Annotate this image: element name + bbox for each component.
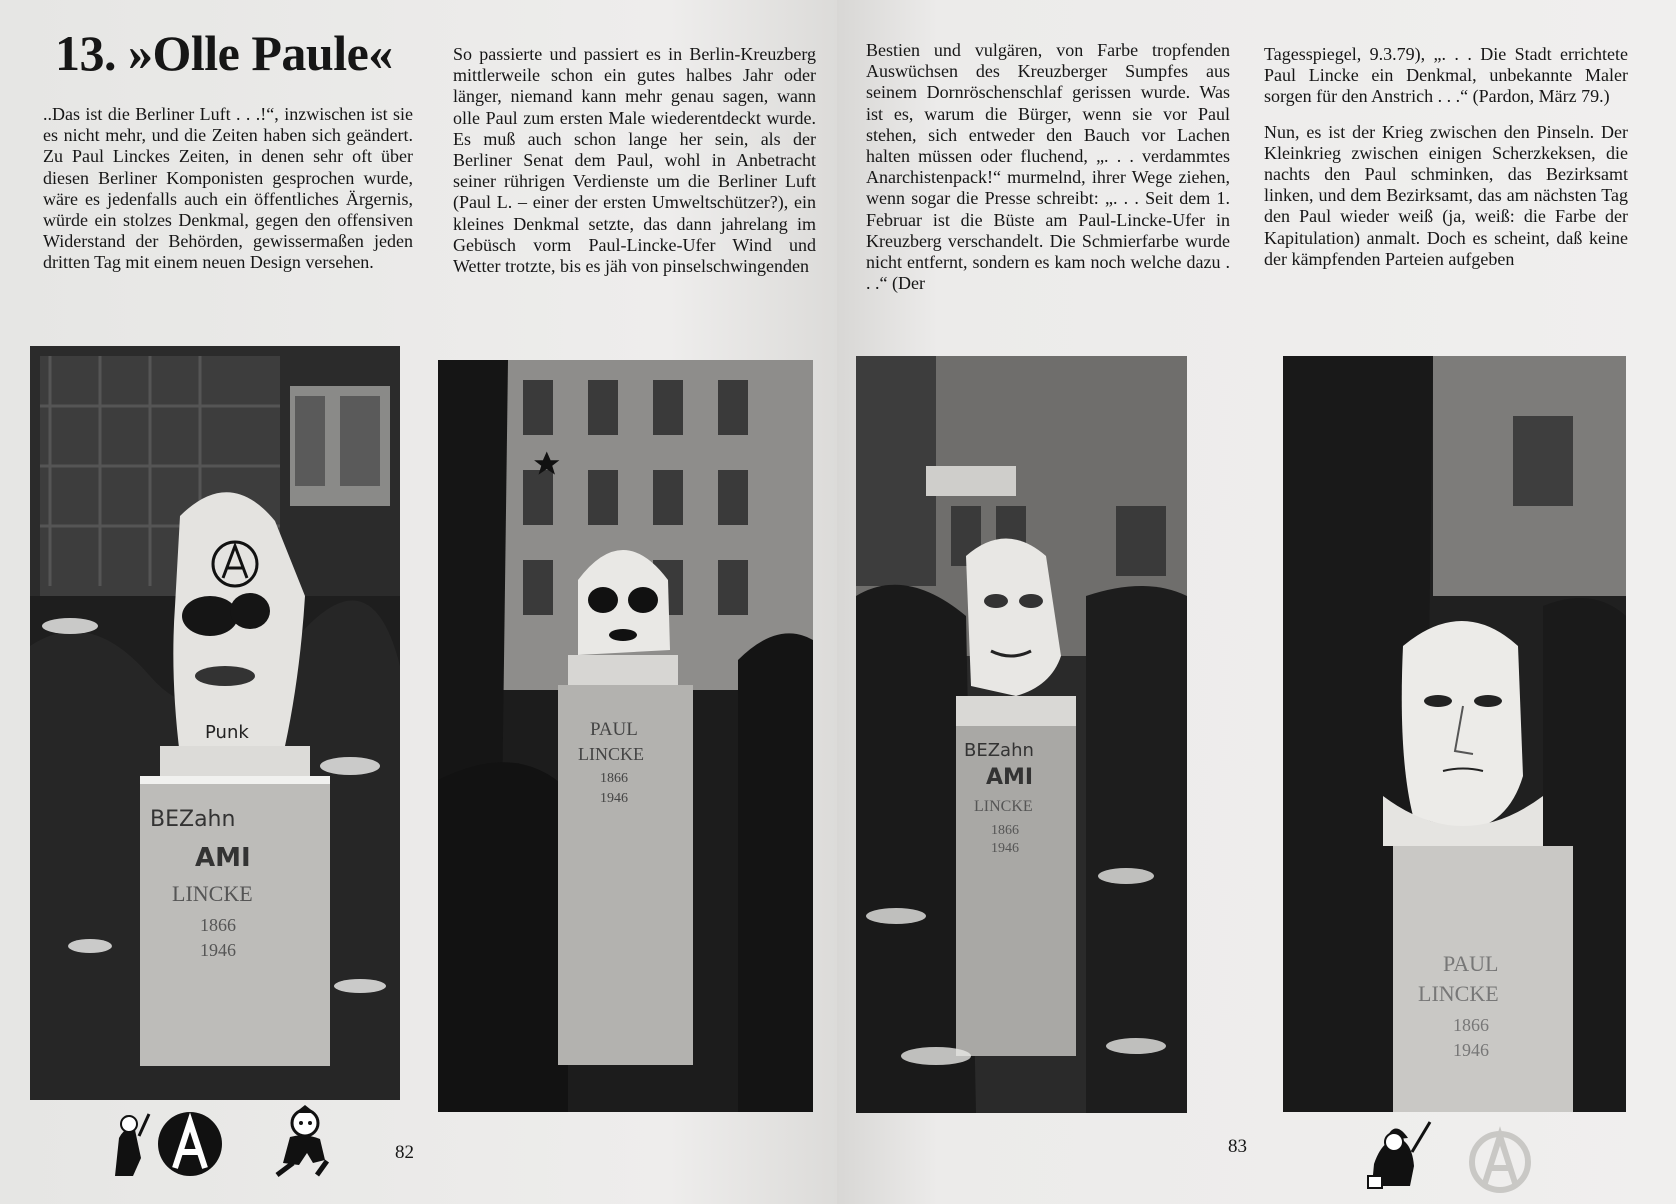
graffiti-text: Punk (205, 722, 249, 743)
running-punk-icon (265, 1105, 350, 1180)
plinth-graffiti: AMI (195, 843, 251, 873)
plinth-inscription: LINCKE (1418, 981, 1499, 1006)
chapter-title: 13. »Olle Paule« (55, 25, 393, 81)
text-column-1 (43, 104, 413, 288)
plinth-inscription: 1946 (600, 791, 628, 806)
plinth-graffiti: BEZahn (150, 807, 236, 832)
plinth-inscription: 1946 (1453, 1040, 1489, 1060)
text-column-3 (866, 40, 1230, 308)
plinth-graffiti: BEZahn (964, 740, 1034, 761)
photo-bust-repainted-white (1283, 356, 1626, 1112)
page-number: 82 (395, 1142, 414, 1163)
faded-anarchy-icon (1460, 1124, 1540, 1194)
plinth-inscription: 1866 (600, 771, 628, 786)
paragraph: So passierte und passiert es in Berlin-Kreuzberg mittlerweile schon ein gutes halbes Jahr oder länger, niemand kann mehr genau sagen, wann olle Paul zum ersten Male wiederentdeckt wurde. Es muß auch schon lange her sein, als der Berliner Senat dem Paul, wohl in Anbetracht seiner rührigen Verdienste um die Berliner Luft (Paul L. – einer der ersten Umweltschützer?), ein kleines Denkmal setzte, das dann jahrelang im Gebüsch vorm Paul-Lincke-Ufer Wind und Wetter trotzte, bis es jäh von pinselschwingenden (453, 44, 816, 277)
painter-figure-icon (105, 1108, 225, 1180)
plinth-inscription: 1866 (200, 915, 236, 935)
paragraph: Tagesspiegel, 9.3.79), „. . . Die Stadt errichtete Paul Lincke ein Denkmal, unbekannte Maler sorgen für den Anstrich . . .“ (Pardon, März 79.) (1264, 44, 1628, 107)
left-page (0, 0, 837, 1204)
plinth-inscription: PAUL (1443, 951, 1499, 976)
plinth-graffiti: AMI (986, 765, 1034, 790)
paragraph: Nun, es ist der Krieg zwischen den Pinseln. Der Kleinkrieg zwischen einigen Scherzkeksen, die nachts den Paul schminken, das Bezirksamt linken, und dem Bezirksamt, das am nächsten Tag den Paul wieder weiß (ja, weiß: die Farbe der Kapitulation) anmalt. Doch es scheint, daß keine der kämpfenden Parteien aufgeben (1264, 121, 1628, 269)
plinth-inscription: LINCKE (974, 798, 1033, 815)
plinth-inscription: LINCKE (172, 881, 253, 906)
painter-with-brush-icon (1364, 1116, 1436, 1191)
text-column-2 (453, 44, 816, 291)
plinth-inscription: 1866 (991, 823, 1019, 838)
plinth-inscription: 1946 (200, 940, 236, 960)
page-number: 83 (1228, 1136, 1247, 1157)
text-column-4 (1264, 44, 1628, 284)
plinth-inscription: LINCKE (578, 744, 644, 764)
photo-bust-clown-face (438, 360, 813, 1112)
photo-bust-painted-punk (30, 346, 400, 1100)
paragraph: Bestien und vulgären, von Farbe tropfenden Auswüchsen des Kreuzberger Sumpfes aus seinem Dornröschenschlaf gerissen wurde. Was ist es, warum die Bürger, wenn sie vor Paul stehen, sich entweder den Bauch vor Lachen halten müssen oder fluchend, „. . . verdammtes Anarchistenpack!“ murmelnd, ihrer Wege ziehen, wenn sogar die Presse schreibt: „. . . Seit dem 1. Februar ist die Büste am Paul-Lincke-Ufer in Kreuzberg verschandelt. Die Schmierfarbe wurde nicht entfernt, sondern es kam noch welche dazu . . .“ (Der (866, 40, 1230, 294)
plinth-inscription: 1946 (991, 841, 1019, 856)
plinth-inscription: PAUL (590, 719, 638, 740)
photo-bust-scribbled (856, 356, 1187, 1113)
plinth-inscription: 1866 (1453, 1015, 1489, 1035)
paragraph: ..Das ist die Berliner Luft . . .!“, inzwischen ist sie es nicht mehr, und die Zeiten haben sich geändert. Zu Paul Linckes Zeiten, in denen sehr oft über diesen Berliner Komponisten gesprochen wurde, wäre es jedenfalls auch ein öffentliches Ärgernis, würde ein stolzes Denkmal, gegen den offensiven Widerstand der Behörden, gewissermaßen jeden dritten Tag mit einem neuen Design versehen. (43, 104, 413, 273)
